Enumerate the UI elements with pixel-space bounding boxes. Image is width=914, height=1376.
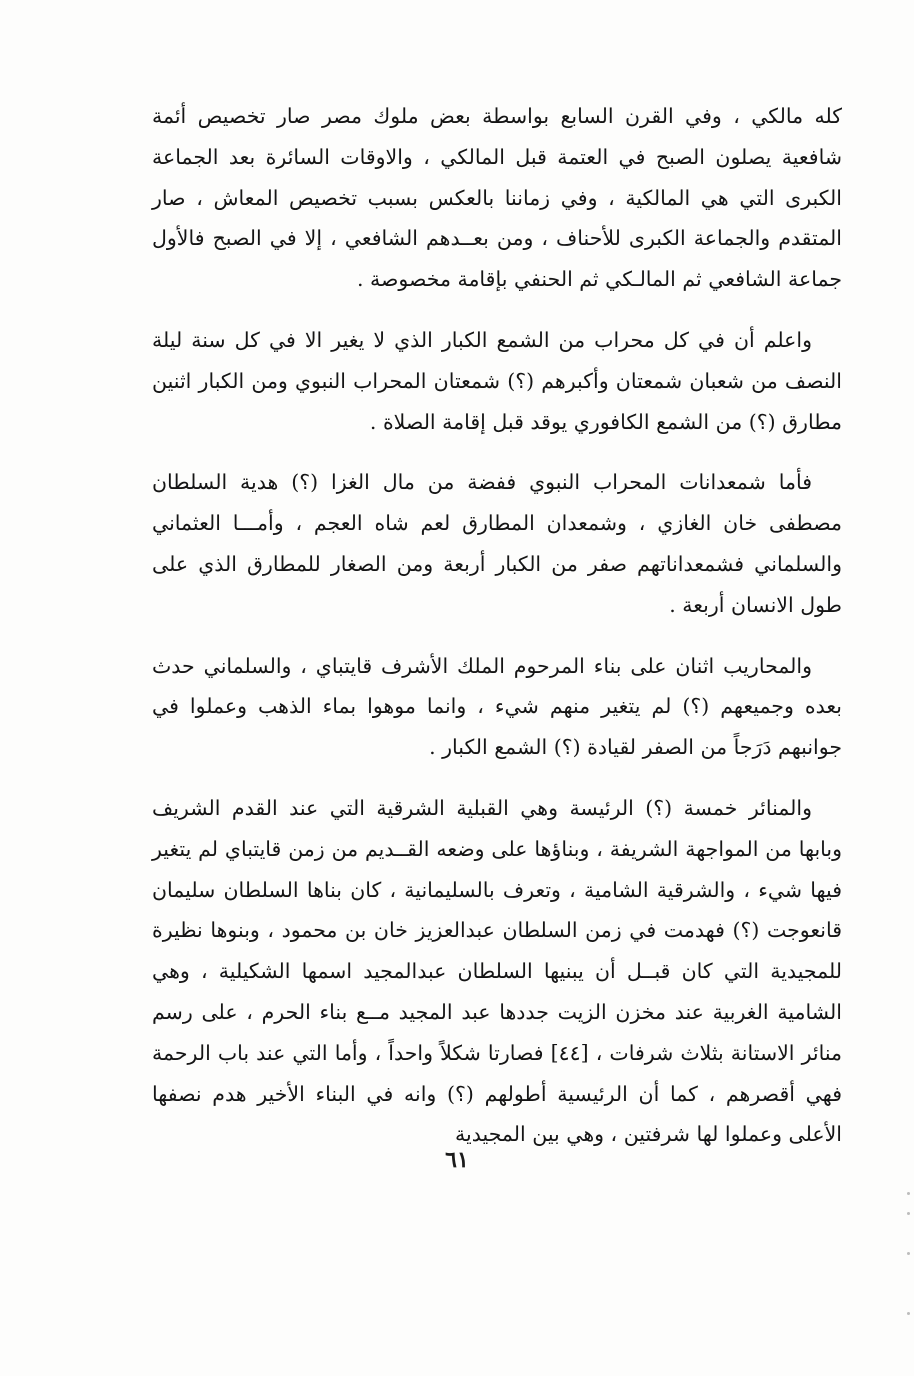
scan-speck xyxy=(907,1212,910,1215)
paragraph: واعلم أن في كل محراب من الشمع الكبار الذي لا يغير الا في كل سنة ليلة النصف من شعبان شمعتان وأكبرهم (؟) شمعتان المحراب النبوي ومن الكبار اثنين مطارق (؟) من الشمع الكافوري يوقد قبل إقامة الصلاة . xyxy=(152,327,842,434)
paragraph: والمنائر خمسة (؟) الرئيسة وهي القبلية الشرقية التي عند القدم الشريف وبابها من المواجهة الشريفة ، وبناؤها على وضعه القــديم من زمن قايتباي لم يتغير فيها شيء ، والشرقية الشامية ، وتعرف بالسليمانية ، كان بناها السلطان سليمان قانعوجت (؟) فهدمت في زمن السلطان عبدالعزيز خان بن محمود ، وبنوها نظيرة للمجيدية التي كان قبــل أن يبنيها السلطان عبدالمجيد اسمها الشكيلية ، وهي الشامية الغربية عند مخزن الزيت جددها عبد المجيد مــع بناء الحرم ، على رسم منائر الاستانة بثلاث شرفات ، [٤٤] فصارتا شكلاً واحداً ، وأما التي عند باب الرحمة فهي أقصرهم ، كما أن الرئيسية أطولهم (؟) وانه في البناء الأخير هدم نصفها الأعلى وعملوا لها شرفتين ، وهي بين المجيدية xyxy=(152,795,843,1147)
paragraph: والمحاريب اثنان على بناء المرحوم الملك الأشرف قايتباي ، والسلماني حدث بعده وجميعهم (؟) لم يتغير منهم شيء ، وانما موهوا بماء الذهب وعملوا في جوانبهم دَرَجاً من الصفر لقيادة (؟) الشمع الكبار . xyxy=(152,653,842,760)
paragraph: كله مالكي ، وفي القرن السابع بواسطة بعض ملوك مصر صار تخصيص أئمة شافعية يصلون الصبح في العتمة قبل المالكي ، والاوقات السائرة بعد الجماعة الكبرى التي هي المالكية ، وفي زماننا بالعكس بسبب تخصيص المعاش ، صار المتقدم والجماعة الكبرى للأحناف ، ومن بعــدهم الشافعي ، إلا في الصبح فالأول جماعة الشافعي ثم المالـكي ثم الحنفي بإقامة مخصوصة . xyxy=(152,104,842,292)
scan-speck xyxy=(907,1252,910,1255)
scan-speck xyxy=(907,1192,910,1195)
scan-speck xyxy=(907,1312,910,1315)
paragraph: فأما شمعدانات المحراب النبوي ففضة من مال الغزا (؟) هدية السلطان مصطفى خان الغازي ، وشمعدان المطارق لعم شاه العجم ، وأمـــا العثماني والسلماني فشمعداناتهم صفر من الكبار أربعة ومن الصغار للمطارق الذي على طول الانسان أربعة . xyxy=(152,470,842,617)
page-number: ٦١ xyxy=(445,1147,469,1173)
body-text xyxy=(152,96,842,1175)
